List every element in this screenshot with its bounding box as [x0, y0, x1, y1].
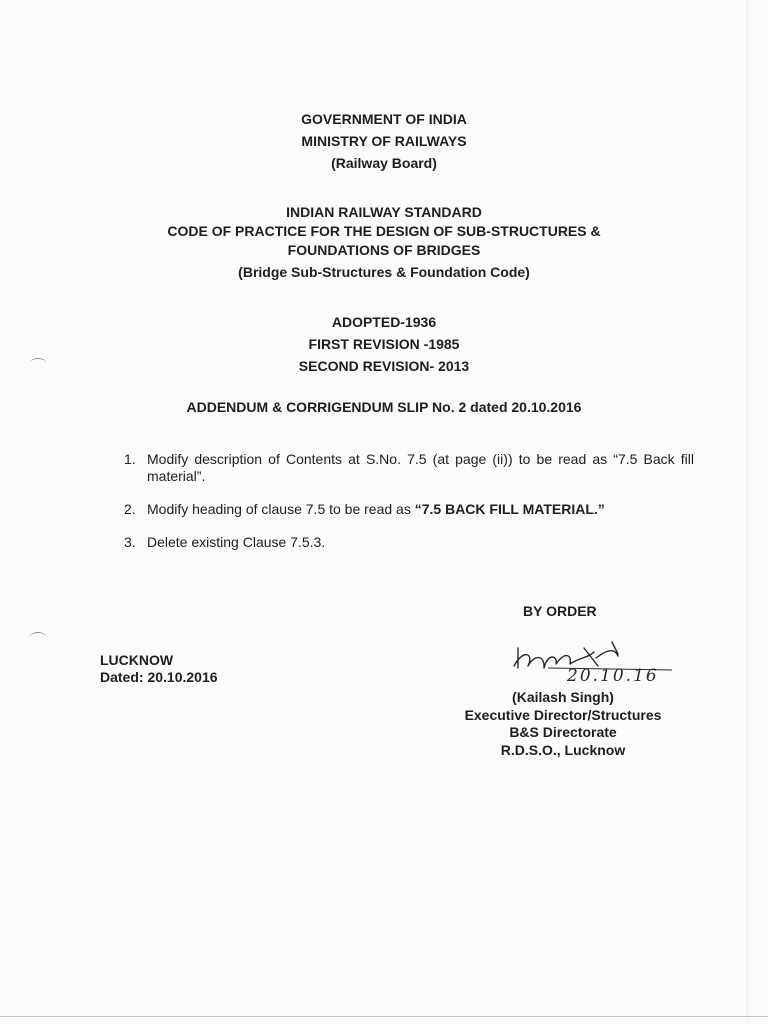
item-number: 1.: [124, 451, 136, 467]
revision-block: [0, 311, 768, 377]
slip-title-block: [0, 396, 768, 418]
place-city: LUCKNOW: [100, 652, 174, 668]
standard-code-short-name: (Bridge Sub-Structures & Foundation Code): [238, 264, 530, 280]
standard-title-block: [0, 203, 768, 282]
second-revision: SECOND REVISION- 2013: [298, 358, 470, 374]
header-government: GOVERNMENT OF INDIA: [301, 111, 467, 127]
signatory-block: [446, 689, 680, 759]
signatory-designation: Executive Director/Structures: [464, 706, 662, 723]
item-text-bold: “7.5 BACK FILL MATERIAL.”: [414, 501, 605, 517]
standard-name: INDIAN RAILWAY STANDARD: [286, 204, 482, 220]
list-item: [124, 501, 694, 518]
list-item: [124, 451, 694, 485]
adopted-year: ADOPTED-1936: [331, 314, 437, 330]
first-revision: FIRST REVISION -1985: [308, 336, 460, 352]
item-text: Delete existing Clause 7.5.3.: [147, 534, 326, 550]
item-text-plain: Modify heading of clause 7.5 to be read as: [147, 501, 415, 517]
slip-title: ADDENDUM & CORRIGENDUM SLIP No. 2 dated 20.10.2016: [186, 399, 582, 415]
punch-hole-mark-bottom: [30, 632, 46, 641]
page-bottom-edge: [0, 1016, 768, 1017]
amendment-list: [124, 451, 694, 551]
signatory-organisation: R.D.S.O., Lucknow: [500, 741, 626, 758]
signatory-directorate: B&S Directorate: [509, 724, 617, 740]
header-board: (Railway Board): [331, 155, 437, 171]
standard-code-title: CODE OF PRACTICE FOR THE DESIGN OF SUB-STRUCTURES &: [167, 223, 601, 239]
signatory-name: (Kailash Singh): [512, 689, 614, 705]
handwritten-date: 20.10.16: [567, 666, 659, 686]
item-number: 2.: [124, 501, 136, 517]
item-text: Modify description of Contents at S.No. 7.5 (at page (ii)) to be read as “7.5 Back fill material”.: [147, 451, 694, 484]
item-number: 3.: [124, 534, 136, 550]
header-ministry: MINISTRY OF RAILWAYS: [301, 133, 467, 149]
place-date-block: [100, 652, 218, 686]
by-order-label: BY ORDER: [523, 603, 597, 619]
item-text: [147, 501, 694, 518]
list-item: [124, 534, 694, 551]
place-dated: Dated: 20.10.2016: [100, 669, 218, 685]
standard-code-title-cont: FOUNDATIONS OF BRIDGES: [287, 242, 481, 258]
header-block: [0, 108, 768, 174]
